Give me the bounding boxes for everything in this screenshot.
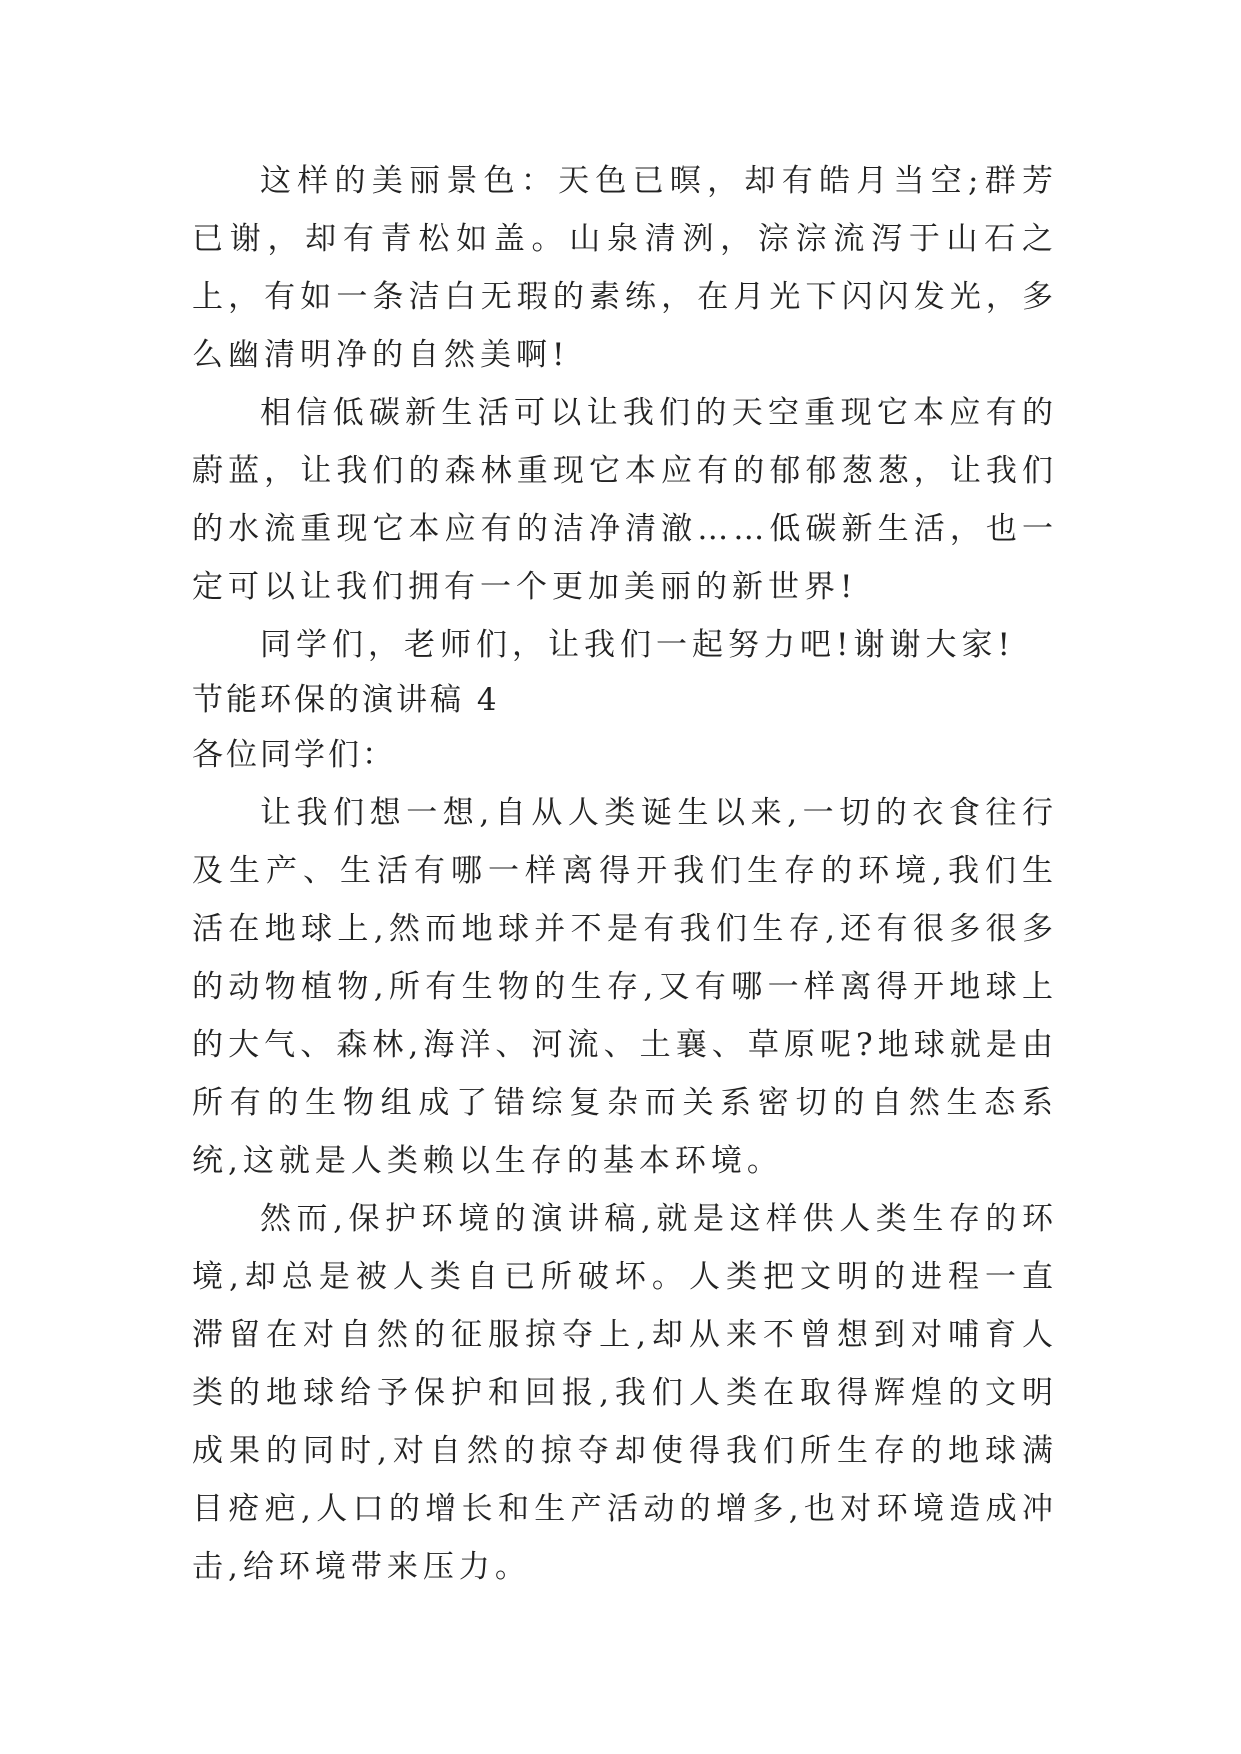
paragraph-however: 然而,保护环境的演讲稿,就是这样供人类生存的环境,却总是被人类自已所破坏。人类把文明的进程一直滞留在对自然的征服掠夺上,却从来不曾想到对哺育人类的地球给予保护和回报,我们人类在取得辉煌的文明成果的同时,对自然的掠夺却使得我们所生存的地球满目疮疤,人口的增长和生产活动的增多,也对环境造成冲击,给环境带来压力。 <box>192 1201 1058 1585</box>
paragraph-scenery: 这样的美丽景色：天色已暝，却有皓月当空;群芳已谢，却有青松如盖。山泉清洌，淙淙流泻于山石之上，有如一条洁白无瑕的素练，在月光下闪闪发光，多么幽清明净的自然美啊! <box>192 163 1058 373</box>
salutation: 各位同学们： <box>192 737 396 773</box>
document-body <box>192 152 1058 1596</box>
paragraph-closing-thanks: 同学们，老师们，让我们一起努力吧!谢谢大家! <box>260 627 1015 663</box>
paragraph-low-carbon: 相信低碳新生活可以让我们的天空重现它本应有的蔚蓝，让我们的森林重现它本应有的郁郁葱葱，让我们的水流重现它本应有的洁净清澈……低碳新生活，也一定可以让我们拥有一个更加美丽的新世界! <box>192 395 1058 605</box>
paragraph-think: 让我们想一想,自从人类诞生以来,一切的衣食往行及生产、生活有哪一样离得开我们生存的环境,我们生活在地球上,然而地球并不是有我们生存,还有很多很多的动物植物,所有生物的生存,又有哪一样离得开地球上的大气、森林,海洋、河流、土襄、草原呢?地球就是由所有的生物组成了错综复杂而关系密切的自然生态系统,这就是人类赖以生存的基本环境。 <box>192 795 1058 1179</box>
section-heading: 节能环保的演讲稿 4 <box>192 682 500 718</box>
